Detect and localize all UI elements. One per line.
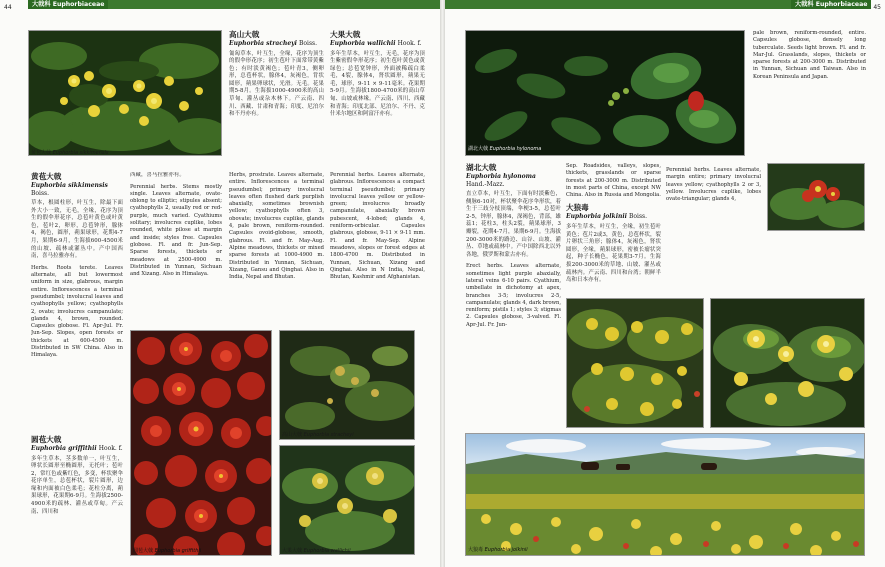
header-family-zh: 大戟科 [32, 1, 51, 8]
photo-wallichii [279, 445, 415, 555]
caption-stracheyi [282, 432, 354, 438]
entry-sikkimensis [31, 172, 123, 432]
wallichii-zh-text: 多年生草本，叶互生，无毛，花序为顶生紫密假伞形花序；初生苞叶黄色或黄绿色；总苞宽钟形，外面被稀疏白柔毛，4裂，腺体4，肾状圆形，蒴果无毛，球形，9-11 × 9-11毫米。花果期5-9月。生海拔1800-4700米的高山草甸、山坡或林缘。产云南、四川、西藏和青海；印度北部、尼泊尔、不丹、克什米尔地区和阿富汗亦有。 [330, 50, 425, 118]
caption-griffithii-latin: Euphorbia griffithii [154, 548, 202, 554]
stracheyi-latin-line [229, 40, 324, 48]
sikkimensis-latin: Euphorbia sikkimensis [31, 182, 108, 189]
photo-jolkinii-detail [710, 298, 865, 428]
caption-wallichii-latin: Euphorbia wallichii [303, 548, 351, 554]
caption-wallichii [282, 548, 351, 554]
stracheyi-zh-text: 匍匐草本，叶互生，全缘，花序为顶生的假伞形花序；初生苞叶下面常带黄紫色；有时淡黄褐色；苞叶青3，侧卵形，总苞杯状，腺体4，灰褐色，背状圆形，蒴果卵球状，光滑。无毛。花果期5-8月。生海拔1000-4900米的高山草甸、灌丛或杂木林下。产云南、四川、西藏、甘肃和青海；印度、尼泊尔和不丹亦有。 [229, 50, 324, 118]
caption-sikkimensis [31, 150, 109, 156]
jolkinii-latin: Euphorbia jolkinii [566, 213, 627, 221]
stracheyi-en-text: Herbs, prostrate. Leaves alternate, entire. Inflorescences a terminal pseudumbel; primary involucral leaves often flushed dark purplish abaxially, sometimes brownish yellow; cyathophylls often 3, obovate; involucres cuplike, glands 4, pale brown, reniform-rounded. Capsules ovoid-globose, smooth, glabrous. Fl. and fr. May-Aug. Alpine meadows, thickets or mixed sparse forests at 1000-4900 m. Distributed in Yunnan, Sichuan, Xizang, Gansu and Qinghai. Also in India, Nepal and Bhutan. [229, 172, 324, 281]
photo-jolkinii-landscape [465, 433, 865, 556]
page-number-left: 44 [4, 4, 12, 11]
entry-jolkinii-cont [666, 163, 761, 293]
photo-jolkinii-closeup [767, 163, 865, 231]
hylonoma-title: 湖北大戟 [466, 163, 497, 172]
sikkimensis-author: Boiss. [31, 189, 50, 197]
sikkimensis-en-text: Herbs. Roots terete. Leaves alternate, all but lowermost uniform in size, glabrous, margin entire. Inflorescences a terminal pseudumbel; involucral leaves and cyathophylls yellow; cyathophylls 2, ovate; involucres campanulate; glands 4, brown, rounded. Capsules globose. Fl. Apr-Jul. Fr. Jun-Sep. Slopes, open forests or thickets at 600-4500 m. Distributed in SW China. Also in Himalaya. [31, 264, 123, 359]
sikkimensis-zh-text: 草本，根圆柱形，叶互生，除最下面外大小一致，无毛，全缘，花序为顶生的假伞形花序，总苞叶黄色或叶黄色，苞叶2，卵形，总苞钟形，腺体4，褐色，圆形，蒴果球形，花期4-7月，果期6-9月，生海拔600-4500米的山坡、疏林或灌丛中。产中国西南，喜马拉雅亦有。 [31, 200, 123, 260]
jolkinii-title: 大狼毒 [566, 203, 589, 213]
caption-jolkinii-zh: 大狼毒 [468, 547, 484, 553]
photo-jolkinii-field [566, 298, 704, 428]
griffithii-author: Hook. f. [98, 445, 123, 452]
sikkimensis-latin-line [31, 182, 123, 197]
entry-wallichii [330, 30, 425, 168]
hylonoma-en-text: Erect herbs. Leaves alternate, sometimes light purple abaxially, lateral veins 6-10 pairs. Cyathium, umbellate in dichotomy at apex, branches 3-5; involucres 2-5, campanulate; glands 4, dark brown, reniform; pistils 1; styles 3; stigmas 2. Capsules globose, 3-valved. Fl. Apr-Jul. Fr. Jun- [466, 263, 561, 328]
caption-griffithii-zh: 圆苞大戟 [133, 548, 154, 554]
photo-jolkinii-detail-art [711, 299, 865, 428]
caption-wallichii-zh: 大果大戟 [282, 548, 303, 554]
photo-stracheyi-art [280, 331, 415, 440]
photo-jolkinii-field-art [567, 299, 704, 428]
header-family-zh-right: 大戟科 [795, 1, 814, 8]
jolkinii-author: Boiss. [629, 213, 648, 221]
jolkinii-zh-text: 多年生草本，叶互生，全缘，初生苞叶黄色；苞片2或3，黄色，总苞杯状，裂片卵状三角形；腺体4，灰褐色，肾状圆形，全缘，蒴果球形，密被长瘤状突起，种子长椭色，花果期3-7月。生海拔200-3000米的草地、山坡、灌丛或疏林内。产云南、四川和台湾；朝鲜半岛和日本亦有。 [566, 223, 661, 284]
caption-hylonoma [468, 146, 541, 152]
header-tag-right [791, 0, 871, 9]
wallichii-title: 大果大戟 [330, 30, 361, 39]
photo-stracheyi [279, 330, 415, 440]
sikkimensis-title: 黄苞大戟 [31, 172, 62, 181]
griffithii-latin: Euphorbia griffithii [31, 445, 97, 452]
caption-griffithii [133, 548, 201, 554]
top-continuation-text: pale brown, reniform-rounded, entire. Capsules globose, densely long tuberculate. Seeds light brown. Fl. and fr. Mar-Jul. Grasslands, slopes, thickets or sparse forests at 200-3000 m. Distributed in Yunnan, Sichuan and Taiwan. Also in Korean Peninsula and Japan. [753, 30, 866, 80]
caption-jolkinii [468, 547, 528, 553]
hylonoma-en-continuation: Sep. Roadsides, valleys, slopes, thickets, grasslands or sparse forests at 200-3000 m. Distributed in most parts of China, except NW China. Also in Russia and Mongolia. [566, 163, 661, 199]
griffithii-zh-text: 多年生草本，茎多数单一，叶互生，卵状长圆形至椭圆形，无托叶；苞叶2，常红色或紫红色，多变，杯状聚伞花序单生，总苞杯状，裂片圆形，边缘和内面被白色柔毛；花柱分离，蒴果球形，花果期6-9月。生海拔2500-4900米的疏林、灌丛或草甸。产云南、四川和 [31, 455, 123, 515]
header-tag-left [28, 0, 108, 9]
left-page [0, 0, 440, 567]
photo-jolkinii-landscape-art [466, 434, 865, 556]
griffithii-title: 圆苞大戟 [31, 435, 62, 444]
stracheyi-author: Boiss. [299, 40, 318, 47]
stracheyi-title: 高山大戟 [229, 30, 260, 39]
entry-griffithii-cont [130, 172, 222, 322]
stracheyi-latin: Euphorbia stracheyi [229, 40, 297, 47]
hylonoma-latin-line [466, 173, 561, 181]
caption-stracheyi-zh: 高山大戟 [282, 432, 303, 438]
wallichii-latin: Euphorbia wallichii [330, 40, 396, 47]
entry-wallichii-en [330, 172, 425, 322]
caption-sikkimensis-latin: Euphorbia sikkimensis [52, 150, 109, 156]
entry-hylonoma [466, 163, 561, 413]
griffithii-zh-tail: 西藏，喜马拉雅亦有。 [130, 172, 185, 178]
right-page [445, 0, 885, 567]
entry-top-continuation [753, 30, 866, 120]
entry-griffithii [31, 435, 123, 555]
wallichii-author: Hook. f. [397, 40, 422, 47]
caption-hylonoma-latin: Euphorbia hylonoma [489, 146, 542, 152]
photo-sikkimensis-art [29, 31, 222, 156]
entry-stracheyi-en [229, 172, 324, 322]
entry-stracheyi [229, 30, 324, 168]
photo-wallichii-art [280, 446, 415, 555]
hylonoma-zh-text: 直立草本，叶互生，下面有时淡紫色，侧脉6-10对，杯状聚伞花序伞形状，着生于三歧分枝顶端，伞梗3-5，总苞叶2-5，钟形，腺体4，深褐色，背部，雄蕊1；花柱3，柱头2裂，蒴果球形，3瓣裂，花期4-7月，果期6-9月。生海拔200-3000米的路边、山谷、山坡、灌丛、草地或疏林中。产中国除西北以外各地，俄罗斯和蒙古亦有。 [466, 191, 561, 258]
entry-jolkinii [566, 163, 661, 293]
griffithii-latin-line [31, 445, 123, 453]
header-family-latin: Euphorbiaceae [52, 1, 105, 8]
photo-griffithii [130, 330, 272, 556]
caption-stracheyi-latin: Euphorbia stracheyi [303, 432, 354, 438]
wallichii-latin-line [330, 40, 425, 48]
caption-sikkimensis-zh: 黄苞大戟 [31, 150, 52, 156]
photo-griffithii-art [131, 331, 272, 556]
hylonoma-latin: Euphorbia hylonoma [466, 173, 536, 180]
griffithii-en-text: Perennial herbs. Stems mostly single. Leaves alternate, ovate-oblong to elliptic; stipules absent; cyathophylls 2, usually red or red-purple, much varied. Cyathiums solitary; involucres cuplike, lobes rounded, white pilose at margin and inside; styles free. Capsules globose. Fl. and fr. Jun-Sep. Sparse forests, thickets or meadows at 2500-4900 m. Distributed in Yunnan, Sichuan and Xizang. Also in Himalaya. [130, 183, 222, 278]
photo-hylonoma-art [466, 31, 745, 156]
wallichii-en-text: Perennial herbs. Leaves alternate, glabrous. Inflorescences a compact terminal pseudumbel; primary involucral leaves yellow or yellow-green; involucres broadly campanulate, abaxially brown pubescent, 4-lobed; glands 4, reniform-orbicular. Capsules glabrous, globose, 9-11 × 9-11 mm. Fl. and fr. May-Sep. Alpine meadows, slopes or forest edges at 1800-4700 m. Distributed in Yunnan, Sichuan, Xizang and Qinghai. Also in N India, Nepal, Bhutan, Kashmir and Afghanistan. [330, 172, 425, 281]
caption-jolkinii-latin: Euphorbia jolkinii [484, 547, 528, 553]
photo-sikkimensis [28, 30, 222, 156]
jolkinii-en-text: Perennial herbs. Leaves alternate, margin entire; primary involucral leaves yellow; cyathophylls 2 or 3, yellow. Involucres cuplike, lobes ovate-triangular; glands 4, [666, 167, 761, 203]
photo-jolkinii-closeup-art [768, 164, 865, 231]
photo-hylonoma [465, 30, 745, 156]
jolkinii-latin-line [566, 213, 661, 221]
page-number-right: 45 [873, 4, 881, 11]
caption-hylonoma-zh: 湖北大戟 [468, 146, 489, 152]
header-family-latin-right: Euphorbiaceae [815, 1, 868, 8]
hylonoma-author: Hand.-Mazz. [466, 180, 505, 188]
